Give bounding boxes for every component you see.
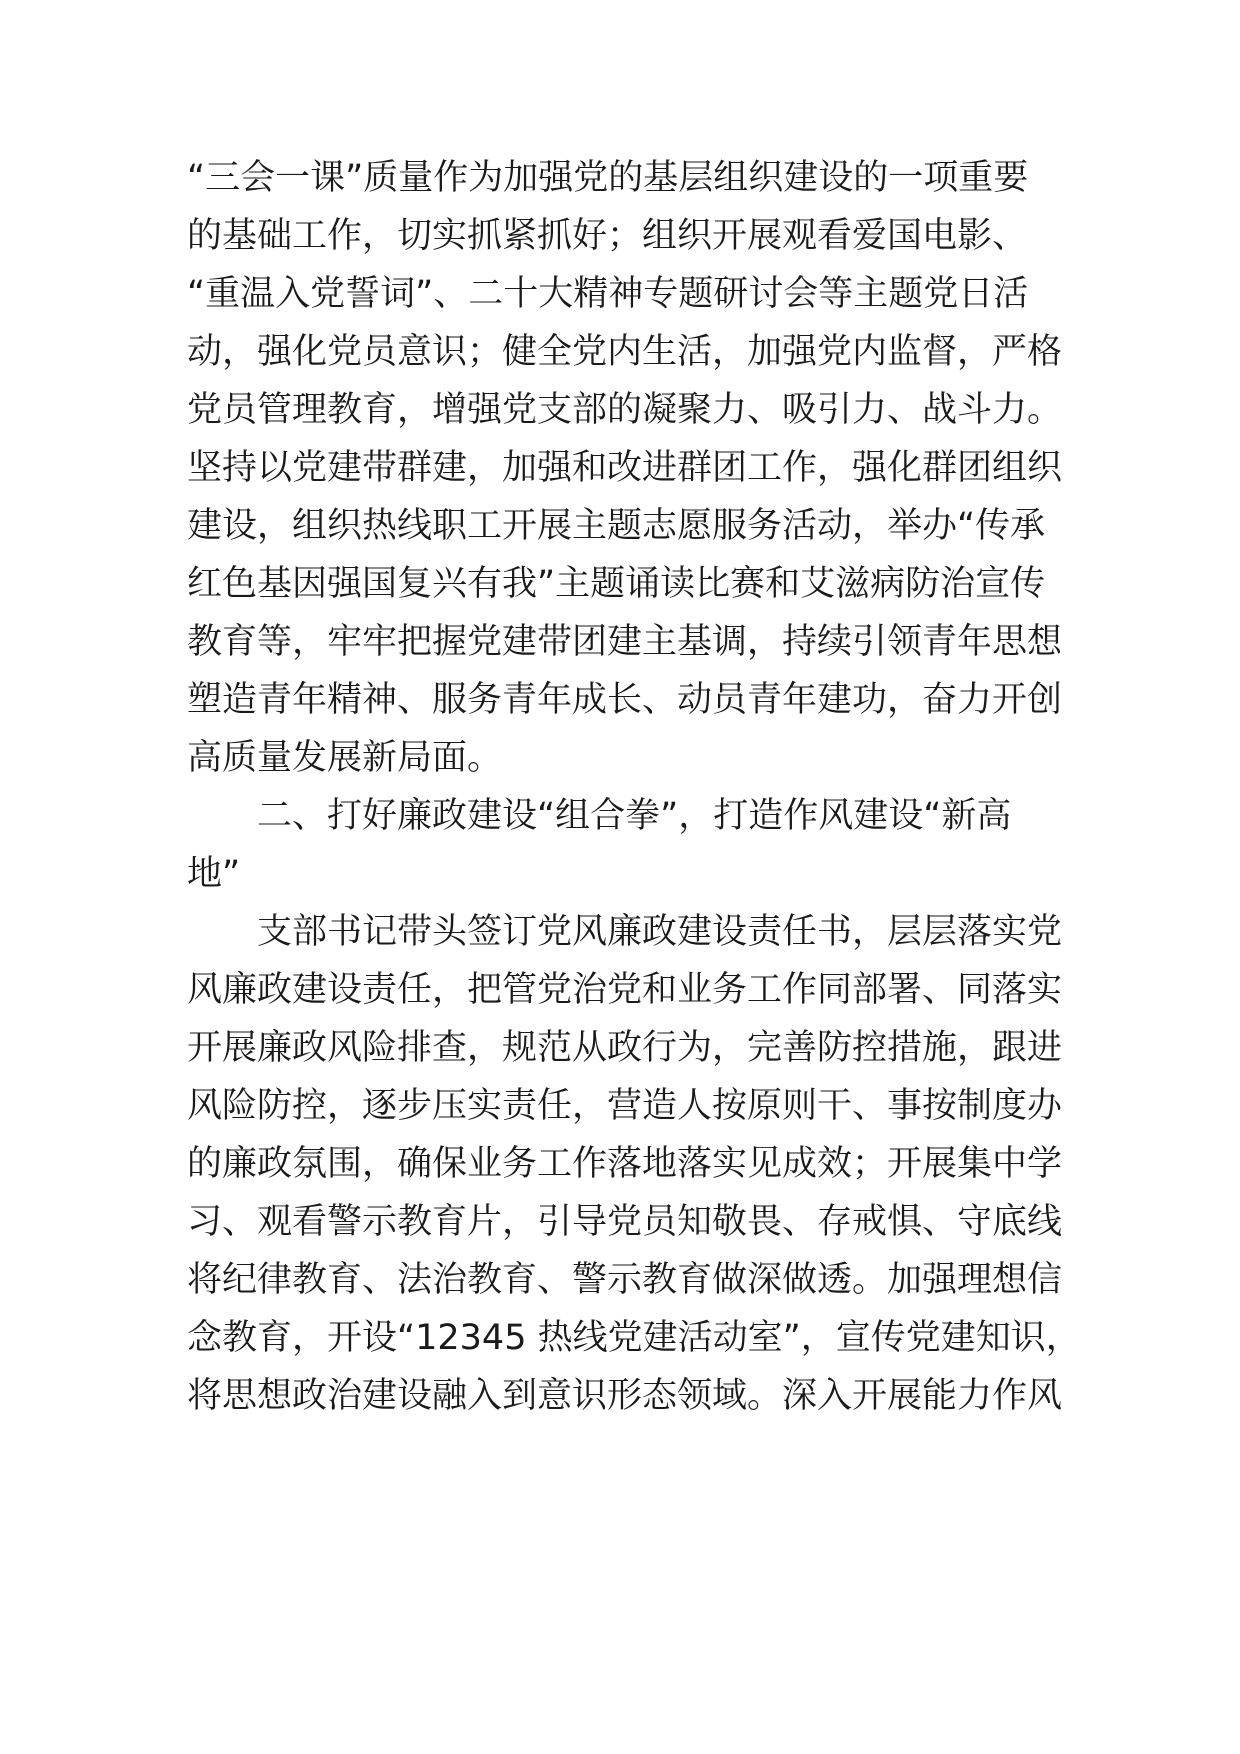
text-line: 动，强化党员意识；健全党内生活，加强党内监督，严格 (187, 332, 1063, 372)
text-line: 塑造青年精神、服务青年成长、动员青年建功，奋力开创 (187, 680, 1063, 720)
text-line: 教育等，牢牢把握党建带团建主基调，持续引领青年思想 (187, 622, 1063, 662)
text-line: 将纪律教育、法治教育、警示教育做深做透。加强理想信 (187, 1260, 1063, 1300)
section-heading: 二、打好廉政建设“组合拳”，打造作风建设“新高 (257, 796, 1012, 836)
text-line: 风廉政建设责任，把管党治党和业务工作同部署、同落实 (187, 970, 1063, 1010)
text-line: 念教育，开设“12345 热线党建活动室”，宣传党建知识， (187, 1318, 1081, 1358)
text-line: 的廉政氛围，确保业务工作落地落实见成效；开展集中学 (187, 1144, 1063, 1184)
text-line: 红色基因强国复兴有我”主题诵读比赛和艾滋病防治宣传 (187, 564, 1046, 604)
text-line: 建设，组织热线职工开展主题志愿服务活动，举办“传承 (187, 506, 1046, 546)
text-line: 开展廉政风险排查，规范从政行为，完善防控措施，跟进 (187, 1028, 1063, 1068)
text-line: 党员管理教育，增强党支部的凝聚力、吸引力、战斗力。 (187, 390, 1063, 430)
text-line: 的基础工作，切实抓紧抓好；组织开展观看爱国电影、 (187, 216, 1028, 256)
text-line: “重温入党誓词”、二十大精神专题研讨会等主题党日活 (187, 274, 1029, 314)
text-line: 将思想政治建设融入到意识形态领域。深入开展能力作风 (187, 1376, 1063, 1416)
section-heading-continued: 地” (187, 854, 241, 894)
text-line: 习、观看警示教育片，引导党员知敬畏、存戒惧、守底线 (187, 1202, 1063, 1242)
text-line: “三会一课”质量作为加强党的基层组织建设的一项重要 (187, 158, 1029, 198)
text-line: 支部书记带头签订党风廉政建设责任书，层层落实党 (257, 912, 1063, 952)
text-line: 高质量发展新局面。 (187, 738, 503, 778)
text-line: 坚持以党建带群建，加强和改进群团工作，强化群团组织 (187, 448, 1063, 488)
text-line: 风险防控，逐步压实责任，营造人按原则干、事按制度办 (187, 1086, 1063, 1126)
